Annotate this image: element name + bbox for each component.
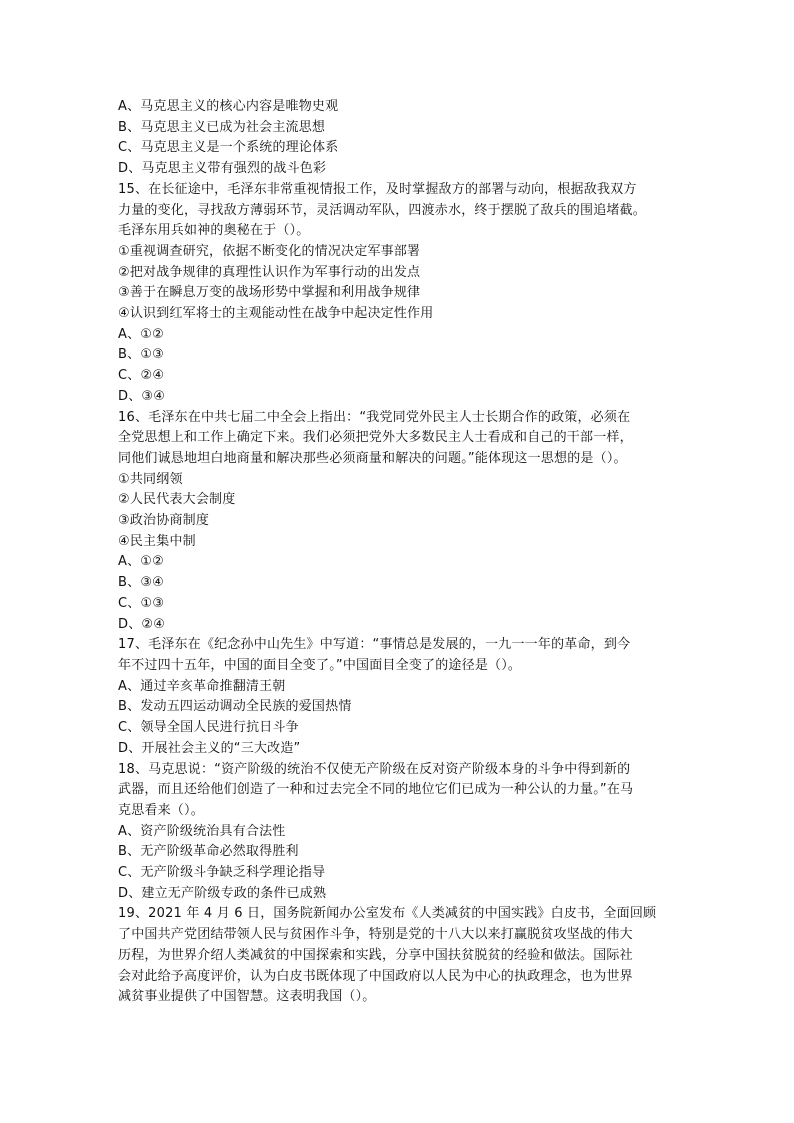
option-line: D、③④ [118,388,166,404]
question-19 [118,904,678,1008]
question-stem-line: 会对此给予高度评价，认为白皮书既体现了中国政府以人民为中心的执政理念，也为世界 [118,968,633,984]
question-stem-line: 历程，为世界介绍人类减贫的中国探索和实践，分享中国扶贫脱贫的经验和做法。国际社 [118,947,633,963]
statement-line: ①重视调查研究，依据不断变化的情况决定军事部署 [118,243,421,259]
question-18 [118,760,678,905]
question-stem-line: 16、毛泽东在中共七届二中全会上指出：“我党同党外民主人士长期合作的政策，必须在 [118,409,631,425]
question-stem-line: 了中国共产党团结带领人民与贫困作斗争，特别是党的十八大以来打赢脱贫攻坚战的伟大 [118,927,633,943]
option-line: D、开展社会主义的“三大改造” [118,740,301,756]
option-line: C、①③ [118,595,165,611]
option-line: A、①② [118,326,165,342]
option-line: A、资产阶级统治具有合法性 [118,823,286,839]
option-line: C、领导全国人民进行抗日斗争 [118,720,299,736]
question-stem-line: 武器，而且还给他们创造了一种和过去完全不同的地位它们已成为一种公认的力量。”在马 [118,782,634,798]
question-stem-line: 毛泽东用兵如神的奥秘在于（）。 [118,223,310,239]
statement-line: ①共同纲领 [118,471,183,487]
option-line: A、①② [118,554,165,570]
option-line: B、马克思主义已成为社会主流思想 [118,119,326,135]
statement-line: ④民主集中制 [118,533,196,549]
option-line: D、②④ [118,616,166,632]
statement-line: ②把对战争规律的真理性认识作为军事行动的出发点 [118,264,421,280]
question-17 [118,635,678,759]
question-15 [118,180,678,408]
question-stem-line: 克思看来（）。 [118,802,204,818]
option-line: C、无产阶级斗争缺乏科学理论指导 [118,865,326,881]
question-stem-line: 同他们诚恳地坦白地商量和解决那些必须商量和解决的问题。”能体现这一思想的是（）。 [118,450,627,466]
option-line: C、马克思主义是一个系统的理论体系 [118,140,339,156]
question-stem-line: 18、马克思说：“资产阶级的统治不仅使无产阶级在反对资产阶级本身的斗争中得到新的 [118,761,631,777]
previous-question-options [118,97,678,180]
statement-line: ③善于在瞬息万变的战场形势中掌握和利用战争规律 [118,285,421,301]
option-line: D、建立无产阶级专政的条件已成熟 [118,885,327,901]
option-line: A、通过辛亥革命推翻清王朝 [118,678,286,694]
statement-line: ④认识到红军将士的主观能动性在战争中起决定性作用 [118,306,434,322]
option-line: B、①③ [118,347,165,363]
option-line: B、发动五四运动调动全民族的爱国热情 [118,699,352,715]
question-stem-line: 减贫事业提供了中国智慧。这表明我国（）。 [118,989,376,1005]
option-line: D、马克思主义带有强烈的战斗色彩 [118,161,327,177]
question-stem-line: 19、2021 年 4 月 6 日，国务院新闻办公室发布《人类减贫的中国实践》白皮书，全面回顾 [118,906,657,922]
question-stem-line: 力量的变化，寻找敌方薄弱环节，灵活调动军队，四渡赤水，终于摆脱了敌兵的围追堵截。 [118,202,647,218]
document-page [118,97,678,1008]
option-line: A、马克思主义的核心内容是唯物史观 [118,99,339,114]
option-line: C、②④ [118,368,165,384]
question-stem-line: 17、毛泽东在《纪念孙中山先生》中写道：“事情总是发展的，一九一一年的革命，到今 [118,637,631,653]
question-stem-line: 年不过四十五年，中国的面目全变了。”中国面目全变了的途径是（）。 [118,657,522,673]
question-stem-line: 全党思想上和工作上确定下来。我们必须把党外大多数民主人士看成和自己的干部一样， [118,430,633,446]
option-line: B、③④ [118,575,165,591]
statement-line: ③政治协商制度 [118,513,210,529]
statement-line: ②人民代表大会制度 [118,492,236,508]
question-16 [118,408,678,636]
option-line: B、无产阶级革命必然取得胜利 [118,844,299,860]
question-stem-line: 15、在长征途中，毛泽东非常重视情报工作，及时掌握敌方的部署与动向，根据敌我双方 [118,181,637,197]
